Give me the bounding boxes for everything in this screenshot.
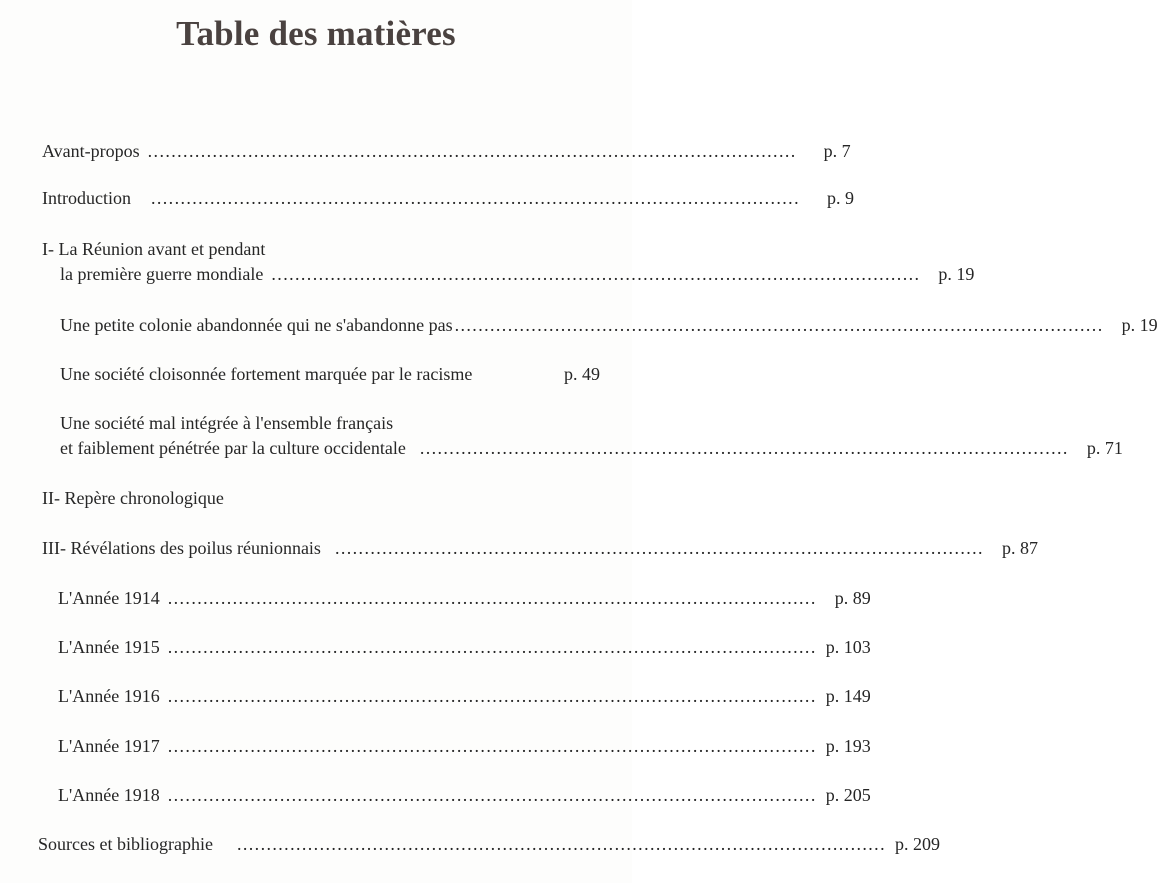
toc-entry-page: p. 89 xyxy=(834,588,871,608)
toc-entry-introduction[interactable] xyxy=(42,187,854,209)
leader-dots: .............................................................................................................. xyxy=(419,438,1069,458)
toc-entry-annee-1918[interactable] xyxy=(58,784,871,806)
toc-entry-sources[interactable] xyxy=(38,833,940,855)
toc-entry-label: Introduction xyxy=(42,188,131,208)
toc-entry-label: Sources et bibliographie xyxy=(38,834,213,854)
toc-entry-label: Avant-propos xyxy=(42,141,140,161)
toc-entry-page: p. 9 xyxy=(826,188,854,208)
leader-dots: .............................................................................................................. xyxy=(147,141,797,161)
toc-entry-label: L'Année 1915 xyxy=(58,637,160,657)
toc-entry-petite-colonie[interactable] xyxy=(60,314,1158,336)
toc-entry-section-3[interactable] xyxy=(42,537,1038,559)
toc-entry-section-1[interactable] xyxy=(60,263,975,285)
toc-entry-label: L'Année 1918 xyxy=(58,785,160,805)
toc-entry-label: et faiblement pénétrée par la culture occidentale xyxy=(60,438,406,458)
leader-dots: .............................................................................................................. xyxy=(150,188,800,208)
toc-entry-avant-propos[interactable] xyxy=(42,140,851,162)
leader-dots: .............................................................................................................. xyxy=(167,785,817,805)
toc-entry-page: p. 49 xyxy=(564,364,600,384)
toc-entry-label: L'Année 1914 xyxy=(58,588,160,608)
leader-dots: .............................................................................................................. xyxy=(167,686,817,706)
toc-entry-annee-1917[interactable] xyxy=(58,735,871,757)
toc-entry-annee-1916[interactable] xyxy=(58,685,871,707)
leader-dots: .............................................................................................................. xyxy=(167,637,817,657)
toc-entry-page: p. 149 xyxy=(825,686,871,706)
toc-entry-label: la première guerre mondiale xyxy=(60,264,264,284)
toc-entry-societe-cloisonnee[interactable] xyxy=(60,363,600,385)
toc-entry-page: p. 71 xyxy=(1086,438,1123,458)
leader-dots: .............................................................................................................. xyxy=(334,538,984,558)
leader-dots: .............................................................................................................. xyxy=(167,588,817,608)
toc-entry-page: p. 87 xyxy=(1001,538,1038,558)
toc-entry-label: III- Révélations des poilus réunionnais xyxy=(42,538,321,558)
toc-entry-page: p. 209 xyxy=(894,834,940,854)
leader-dots: .............................................................................................................. xyxy=(236,834,886,854)
leader-dots: .............................................................................................................. xyxy=(271,264,921,284)
toc-entry-page: p. 205 xyxy=(825,785,871,805)
toc-entry-label: L'Année 1917 xyxy=(58,736,160,756)
toc-entry-label: L'Année 1916 xyxy=(58,686,160,706)
toc-entry-page: p. 193 xyxy=(825,736,871,756)
toc-entry-annee-1914[interactable] xyxy=(58,587,871,609)
toc-entry-page: p. 19 xyxy=(938,264,975,284)
leader-dots: .............................................................................................................. xyxy=(454,315,1104,335)
toc-entry-line: Une société mal intégrée à l'ensemble français xyxy=(60,413,394,433)
toc-entry-page: p. 19 xyxy=(1121,315,1158,335)
toc-entry-page: p. 103 xyxy=(825,637,871,657)
toc-entry-section-2[interactable]: II- Repère chronologique xyxy=(42,488,224,508)
toc-section-heading-line: I- La Réunion avant et pendant xyxy=(42,239,266,259)
toc-entry-annee-1915[interactable] xyxy=(58,636,871,658)
toc-entry-label: Une petite colonie abandonnée qui ne s'abandonne pas xyxy=(60,315,453,335)
toc-entry-societe-mal-integree[interactable] xyxy=(60,437,1123,459)
toc-entry-page: p. 7 xyxy=(823,141,851,161)
toc-entry-label: Une société cloisonnée fortement marquée par le racisme xyxy=(60,364,473,384)
page-title: Table des matières xyxy=(176,14,456,53)
leader-dots: .............................................................................................................. xyxy=(167,736,817,756)
